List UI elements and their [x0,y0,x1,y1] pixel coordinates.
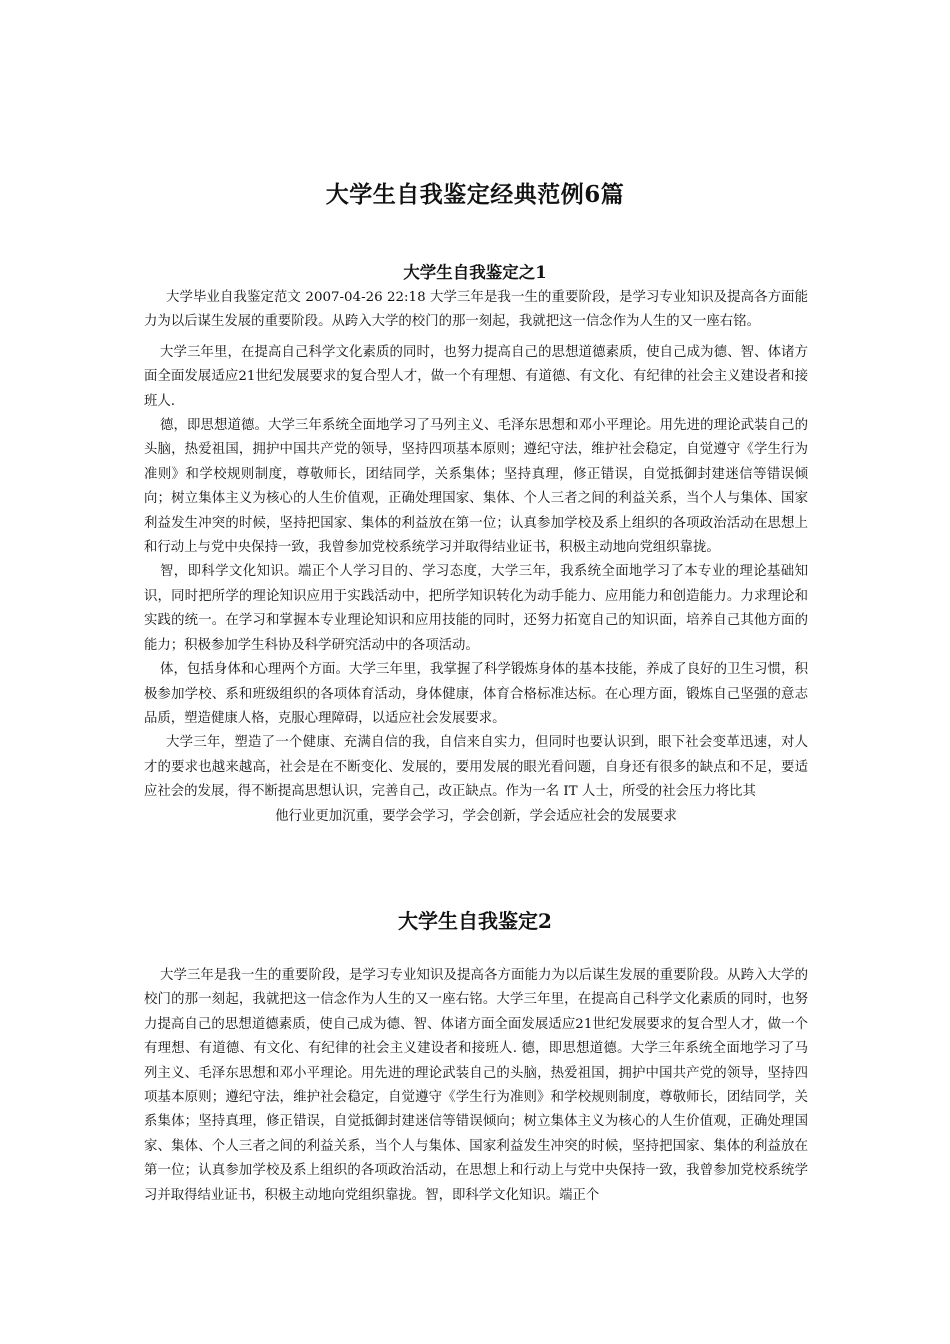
section-2-paragraph: 大学三年是我一生的重要阶段，是学习专业知识及提高各方面能力为以后谋生发展的重要阶段。从跨入大学的校门的那一刻起，我就把这一信念作为人生的又一座右铭。大学三年里，在提高自己科学文化素质的同时，也努力提高自己的思想道德素质，使自己成为德、智、体诸方面全面发展适应21世纪发展要求的复合型人才，做一个有理想、有道德、有文化、有纪律的社会主义建设者和接班人. 德，即思想道德。大学三年系统全面地学习了马列主义、毛泽东思想和邓小平理论。用先进的理论武装自己的头脑，热爱祖国，拥护中国共产党的领导，坚持四项基本原则；遵纪守法，维护社会稳定，自觉遵守《学生行为准则》和学校规则制度，尊敬师长，团结同学，关系集体；坚持真理，修正错误，自觉抵御封建迷信等错误倾向；树立集体主义为核心的人生价值观，正确处理国家、集体、个人三者之间的利益关系，当个人与集体、国家利益发生冲突的时候，坚持把国家、集体的利益放在第一位；认真参加学校及系上组织的各项政治活动，在思想上和行动上与党中央保持一致，我曾参加党校系统学习并取得结业证书，积极主动地向党组织靠拢。智，即科学文化知识。端正个 [144,968,808,1203]
section-1-paragraph: 体，包括身体和心理两个方面。大学三年里，我掌握了科学锻炼身体的基本技能，养成了良好的卫生习惯，积极参加学校、系和班级组织的各项体育活动，身体健康，体育合格标准达标。在心理方面，锻炼自己坚强的意志品质，塑造健康人格，克服心理障碍，以适应社会发展要求。 [144,662,808,726]
section-1-paragraph: 大学三年里，在提高自己科学文化素质的同时，也努力提高自己的思想道德素质，使自己成为德、智、体诸方面全面发展适应21世纪发展要求的复合型人才，做一个有理想、有道德、有文化、有纪律的社会主义建设者和接班人. [144,344,808,409]
section-1-body [144,286,808,829]
section-1-paragraph: 德，即思想道德。大学三年系统全面地学习了马列主义、毛泽东思想和邓小平理论。用先进的理论武装自己的头脑，热爱祖国，拥护中国共产党的领导，坚持四项基本原则；遵纪守法，维护社会稳定，自觉遵守《学生行为准则》和学校规则制度，尊敬师长，团结同学，关系集体；坚持真理，修正错误，自觉抵御封建迷信等错误倾向；树立集体主义为核心的人生价值观，正确处理国家、集体、个人三者之间的利益关系，当个人与集体、国家利益发生冲突的时候，坚持把国家、集体的利益放在第一位；认真参加学校及系上组织的各项政治活动在思想上和行动上与党中央保持一致，我曾参加党校系统学习并取得结业证书，积极主动地向党组织靠拢。 [144,418,808,556]
section-1-paragraph: 他行业更加沉重，要学会学习，学会创新，学会适应社会的发展要求 [275,808,677,824]
section-1-paragraph: 大学毕业自我鉴定范文 2007-04-26 22:18 大学三年是我一生的重要阶段，是学习专业知识及提高各方面能力为以后谋生发展的重要阶段。从跨入大学的校门的那一刻起，我就把这一信念作为人生的又一座右铭。 [144,290,808,330]
section-2-heading: 大学生自我鉴定2 [398,909,552,933]
section-1-paragraph: 大学三年，塑造了一个健康、充满自信的我，自信来自实力，但同时也要认识到，眼下社会变革迅速，对人才的要求也越来越高，社会是在不断变化、发展的，要用发展的眼光看问题，自身还有很多的缺点和不足，要适应社会的发展，得不断提高思想认识，完善自己，改正缺点。作为一名 IT 人士，所受的社会压力将比其 [144,735,808,800]
section-1-heading: 大学生自我鉴定之1 [403,263,547,282]
document-title: 大学生自我鉴定经典范例6篇 [325,181,625,208]
section-2-body [144,964,808,1208]
section-1-paragraph: 智，即科学文化知识。端正个人学习目的、学习态度，大学三年，我系统全面地学习了本专业的理论基础知识，同时把所学的理论知识应用于实践活动中，把所学知识转化为动手能力、应用能力和创造能力。力求理论和实践的统一。在学习和掌握本专业理论知识和应用技能的同时，还努力拓宽自己的知识面，培养自己其他方面的能力；积极参加学生科协及科学研究活动中的各项活动。 [144,564,808,653]
